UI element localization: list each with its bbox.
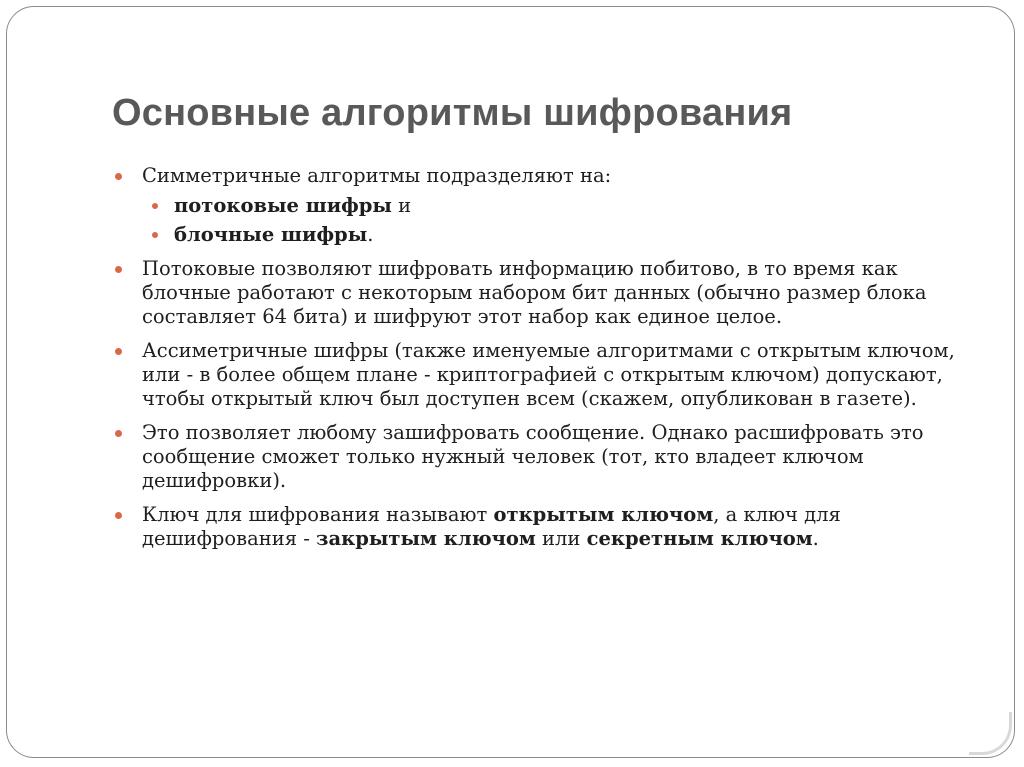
bullet-text: Симметричные алгоритмы подразделяют на:: [142, 164, 612, 187]
bullet-bold-secret-key: секретным ключом: [586, 527, 813, 550]
bullet-text-part: или: [535, 527, 587, 550]
sub-item-bold: блочные шифры: [174, 223, 368, 246]
sub-item-rest: .: [367, 223, 374, 246]
bullet-text-part: .: [812, 527, 819, 550]
bullet-text: Потоковые позволяют шифровать информацию побитово, в то время как блочные работают с некоторым набором бит данных (обычно размер блока составляет 64 бита) и шифруют этот набор как единое целое.: [142, 257, 927, 328]
bullet-item-3: [112, 339, 972, 411]
bullet-item-2: [112, 257, 972, 329]
slide-content: [112, 164, 972, 561]
slide-title: Основные алгоритмы шифрования: [112, 92, 793, 134]
sub-bullet-dot-icon: [152, 232, 158, 238]
bullet-item-1: [112, 164, 972, 247]
bullet-item-5: [112, 503, 972, 551]
sub-item-bold: потоковые шифры: [174, 194, 392, 217]
sub-item-block-ciphers: [142, 223, 972, 247]
bullet-bold-open-key: открытым ключом: [493, 503, 714, 526]
bullet-dot-icon: [115, 173, 122, 180]
sub-item-stream-ciphers: [142, 194, 972, 218]
bullet-dot-icon: [115, 512, 122, 519]
bullet-dot-icon: [115, 348, 122, 355]
sub-list: [142, 194, 972, 247]
bullet-item-4: [112, 421, 972, 493]
corner-shadow: [969, 712, 1012, 755]
sub-bullet-dot-icon: [152, 203, 158, 209]
bullet-text: Ассиметричные шифры (также именуемые алгоритмами с открытым ключом, или - в более общем плане - криптографией с открытым ключом) допускают, чтобы открытый ключ был доступен всем (скажем, опубликован в газете).: [142, 339, 955, 410]
bullet-text-part: Ключ для шифрования называют: [142, 503, 494, 526]
bullet-text: Это позволяет любому зашифровать сообщение. Однако расшифровать это сообщение сможет только нужный человек (тот, кто владеет ключом дешифровки).: [142, 421, 924, 492]
bullet-text-part: , а ключ для дешифрования -: [142, 503, 841, 550]
bullet-bold-closed-key: закрытым ключом: [316, 527, 536, 550]
bullet-dot-icon: [115, 430, 122, 437]
sub-item-rest: и: [391, 194, 412, 217]
bullet-dot-icon: [115, 266, 122, 273]
